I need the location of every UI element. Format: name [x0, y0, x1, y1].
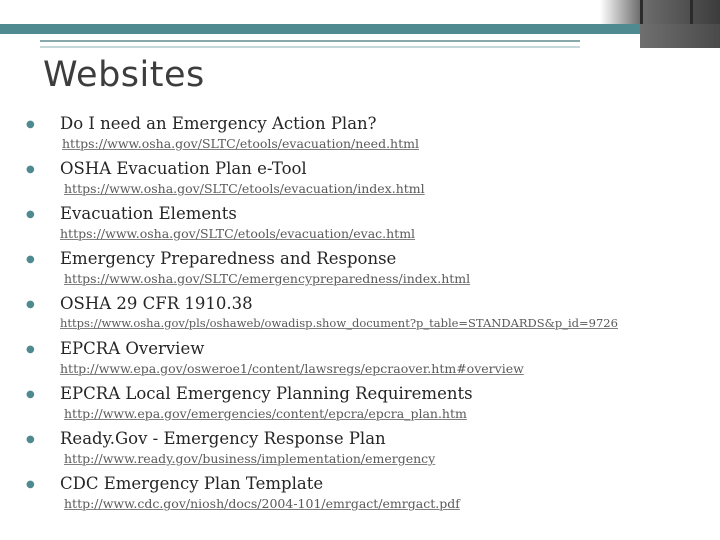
header-accent-bar: [0, 24, 720, 34]
title-rule-secondary: [40, 46, 580, 48]
list-item: [26, 339, 706, 384]
bullet-icon: ●: [26, 299, 35, 310]
item-label: OSHA Evacuation Plan e-Tool: [60, 159, 307, 178]
item-label: CDC Emergency Plan Template: [60, 474, 324, 493]
bullet-icon: ●: [26, 479, 35, 490]
title-rule: [40, 40, 580, 42]
bullet-icon: ●: [26, 434, 35, 445]
item-link[interactable]: https://www.osha.gov/SLTC/emergencypreparedness/index.html: [64, 271, 471, 286]
list-item: [26, 429, 706, 474]
item-label: Evacuation Elements: [60, 204, 237, 223]
item-label: Do I need an Emergency Action Plan?: [60, 114, 377, 133]
slide-title: Websites: [43, 55, 205, 95]
item-label: Ready.Gov - Emergency Response Plan: [60, 429, 386, 448]
list-item: [26, 114, 706, 159]
item-link[interactable]: https://www.osha.gov/SLTC/etools/evacuation/evac.html: [60, 226, 416, 241]
bullet-icon: ●: [26, 119, 35, 130]
item-link[interactable]: http://www.cdc.gov/niosh/docs/2004-101/emrgact/emrgact.pdf: [64, 496, 460, 511]
link-list: [26, 114, 706, 519]
item-label: EPCRA Overview: [60, 339, 205, 358]
list-item: [26, 159, 706, 204]
header-band: [0, 0, 720, 24]
item-link[interactable]: https://www.osha.gov/pls/oshaweb/owadisp.show_document?p_table=STANDARDS&p_id=9726: [60, 316, 618, 330]
item-label: OSHA 29 CFR 1910.38: [60, 294, 253, 313]
bullet-icon: ●: [26, 389, 35, 400]
list-item: [26, 474, 706, 519]
item-link[interactable]: https://www.osha.gov/SLTC/etools/evacuation/need.html: [62, 136, 419, 151]
item-link[interactable]: http://www.ready.gov/business/implementation/emergency: [64, 451, 436, 466]
item-label: EPCRA Local Emergency Planning Requirements: [60, 384, 473, 403]
item-link[interactable]: http://www.epa.gov/emergencies/content/epcra/epcra_plan.htm: [64, 406, 467, 421]
item-link[interactable]: https://www.osha.gov/SLTC/etools/evacuation/index.html: [64, 181, 425, 196]
bullet-icon: ●: [26, 209, 35, 220]
list-item: [26, 204, 706, 249]
list-item: [26, 249, 706, 294]
list-item: [26, 294, 706, 339]
header-corner: [640, 24, 720, 48]
item-link[interactable]: http://www.epa.gov/osweroe1/content/lawsregs/epcraover.htm#overview: [60, 361, 524, 376]
item-label: Emergency Preparedness and Response: [60, 249, 397, 268]
bullet-icon: ●: [26, 344, 35, 355]
bullet-icon: ●: [26, 164, 35, 175]
list-item: [26, 384, 706, 429]
bullet-icon: ●: [26, 254, 35, 265]
